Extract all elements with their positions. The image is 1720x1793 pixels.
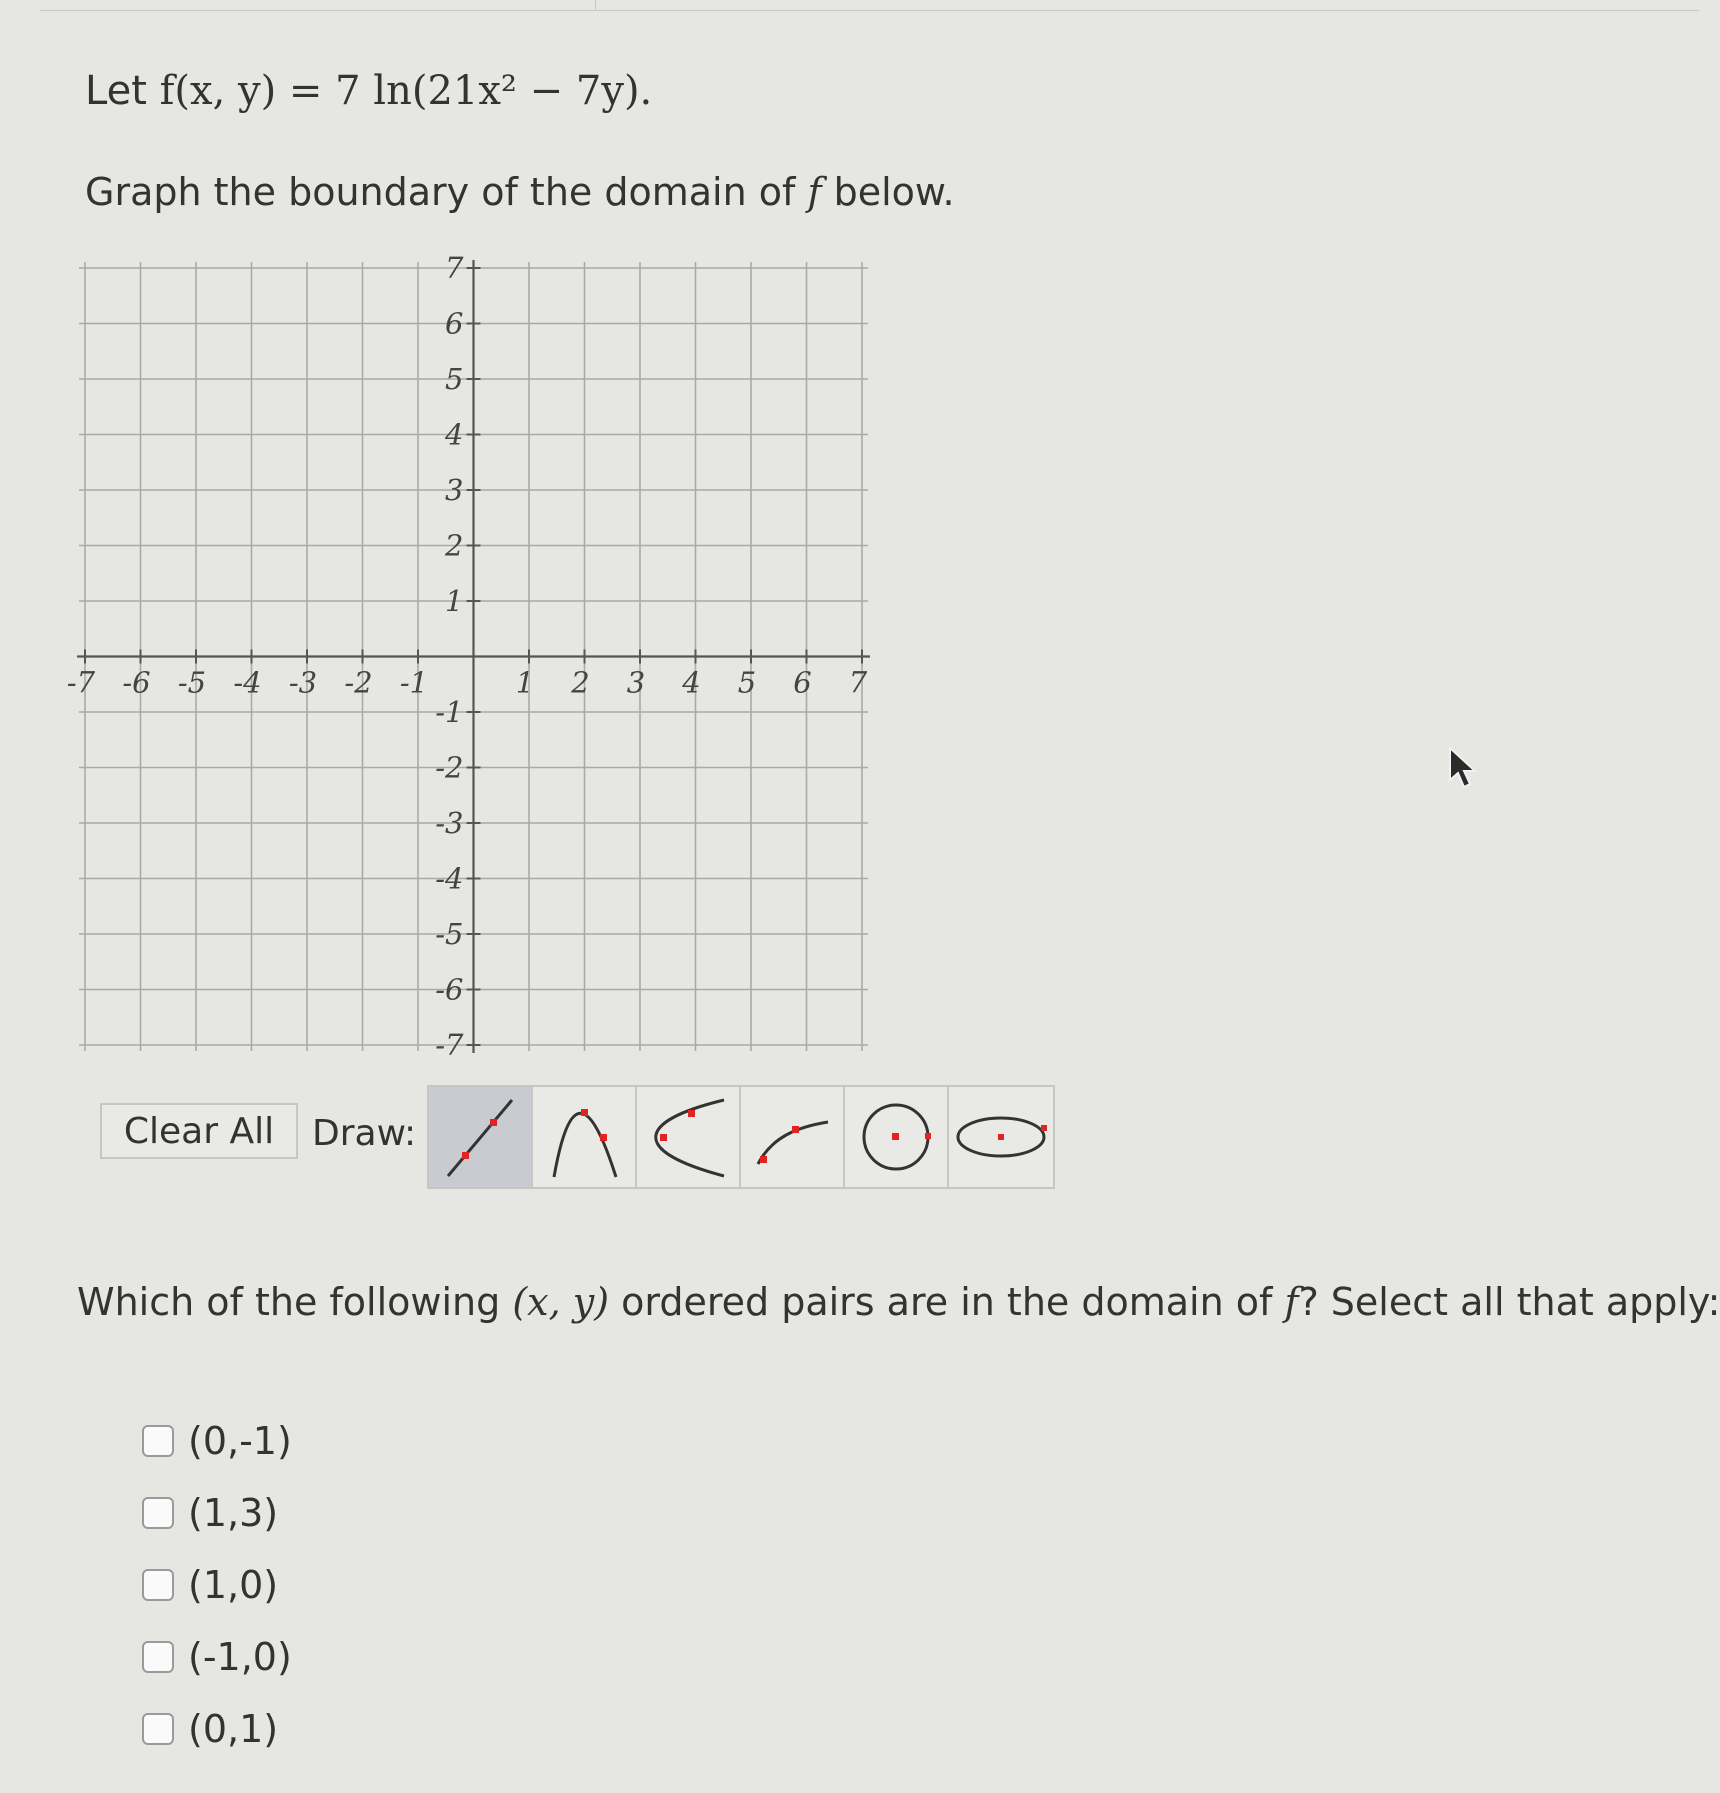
y-tick-label: -4 <box>435 861 464 896</box>
function-definition <box>85 68 652 114</box>
top-border-separator <box>595 0 596 10</box>
x-tick-label: 4 <box>682 665 701 700</box>
y-tick-label: -5 <box>435 917 464 951</box>
y-tick-label: 5 <box>445 362 464 396</box>
draw-tools <box>427 1085 1055 1189</box>
instruction-variable: f <box>807 170 822 214</box>
checkbox[interactable] <box>142 1425 174 1457</box>
option-label: (0,-1) <box>188 1419 292 1463</box>
x-tick-label: 3 <box>626 665 646 700</box>
checkbox[interactable] <box>142 1713 174 1745</box>
sideways-parabola-tool-icon <box>648 1092 728 1182</box>
checkbox[interactable] <box>142 1641 174 1673</box>
function-expression: f(x, y) = 7 ln(21x² − 7y). <box>159 68 653 114</box>
option-3[interactable] <box>142 1621 292 1693</box>
y-tick-label: -7 <box>435 1028 464 1062</box>
instruction-text: Graph the boundary of the domain of <box>85 170 808 214</box>
y-tick-label: 4 <box>445 417 464 452</box>
checkbox[interactable] <box>142 1569 174 1601</box>
option-label: (1,0) <box>188 1563 279 1607</box>
y-tick-label: -6 <box>435 972 464 1007</box>
option-2[interactable] <box>142 1549 292 1621</box>
circle-tool-icon <box>856 1092 936 1182</box>
sideways-parabola-tool-button[interactable] <box>637 1087 741 1187</box>
x-tick-label: -3 <box>288 665 318 700</box>
y-tick-label: 3 <box>445 473 464 507</box>
mouse-cursor-icon <box>1448 746 1482 790</box>
x-tick-label: -4 <box>233 665 262 700</box>
x-tick-label: -7 <box>66 665 96 700</box>
domain-question <box>77 1280 1720 1324</box>
ellipse-tool-button[interactable] <box>949 1087 1053 1187</box>
y-tick-label: -1 <box>435 695 464 729</box>
x-tick-label: -6 <box>122 665 151 700</box>
x-tick-label: 6 <box>793 665 812 700</box>
answer-options <box>142 1405 292 1765</box>
option-label: (1,3) <box>188 1491 279 1535</box>
clear-all-button[interactable]: Clear All <box>100 1103 298 1159</box>
y-tick-label: 2 <box>445 528 464 563</box>
question-text-mid: ordered pairs are in the domain of <box>609 1280 1285 1324</box>
question-text-before: Which of the following <box>77 1280 513 1324</box>
option-0[interactable] <box>142 1405 292 1477</box>
parabola-tool-button[interactable] <box>533 1087 637 1187</box>
option-4[interactable] <box>142 1693 292 1765</box>
checkbox[interactable] <box>142 1497 174 1529</box>
question-variable: f <box>1284 1280 1299 1324</box>
y-tick-label: -2 <box>435 750 464 785</box>
line-tool-button[interactable] <box>429 1087 533 1187</box>
x-tick-label: -2 <box>344 665 373 700</box>
question-text-end: ? Select all that apply: <box>1298 1280 1720 1324</box>
x-tick-label: -1 <box>399 665 429 700</box>
graph-canvas[interactable] <box>66 251 895 1070</box>
graph-instruction <box>85 170 955 214</box>
x-tick-label: 2 <box>571 665 590 700</box>
y-tick-label: 6 <box>445 306 464 341</box>
y-tick-label: 1 <box>445 584 464 618</box>
top-border <box>40 0 1699 11</box>
curve-tool-icon <box>752 1092 832 1182</box>
option-label: (0,1) <box>188 1707 279 1751</box>
x-tick-label: -5 <box>177 665 207 700</box>
option-1[interactable] <box>142 1477 292 1549</box>
line-tool-icon <box>440 1092 520 1182</box>
y-tick-label: -3 <box>435 806 464 840</box>
ordered-pair-notation: (x, y) <box>512 1280 610 1324</box>
circle-tool-button[interactable] <box>845 1087 949 1187</box>
curve-tool-button[interactable] <box>741 1087 845 1187</box>
parabola-tool-icon <box>544 1092 624 1182</box>
option-label: (-1,0) <box>188 1635 292 1679</box>
intro-text: Let <box>85 68 160 114</box>
instruction-end: below. <box>821 170 955 214</box>
x-tick-label: 1 <box>515 665 535 700</box>
x-tick-label: 7 <box>848 665 868 700</box>
y-tick-label: 7 <box>445 251 464 285</box>
ellipse-tool-icon <box>951 1092 1051 1182</box>
draw-label: Draw: <box>312 1113 417 1154</box>
x-tick-label: 5 <box>737 665 757 700</box>
